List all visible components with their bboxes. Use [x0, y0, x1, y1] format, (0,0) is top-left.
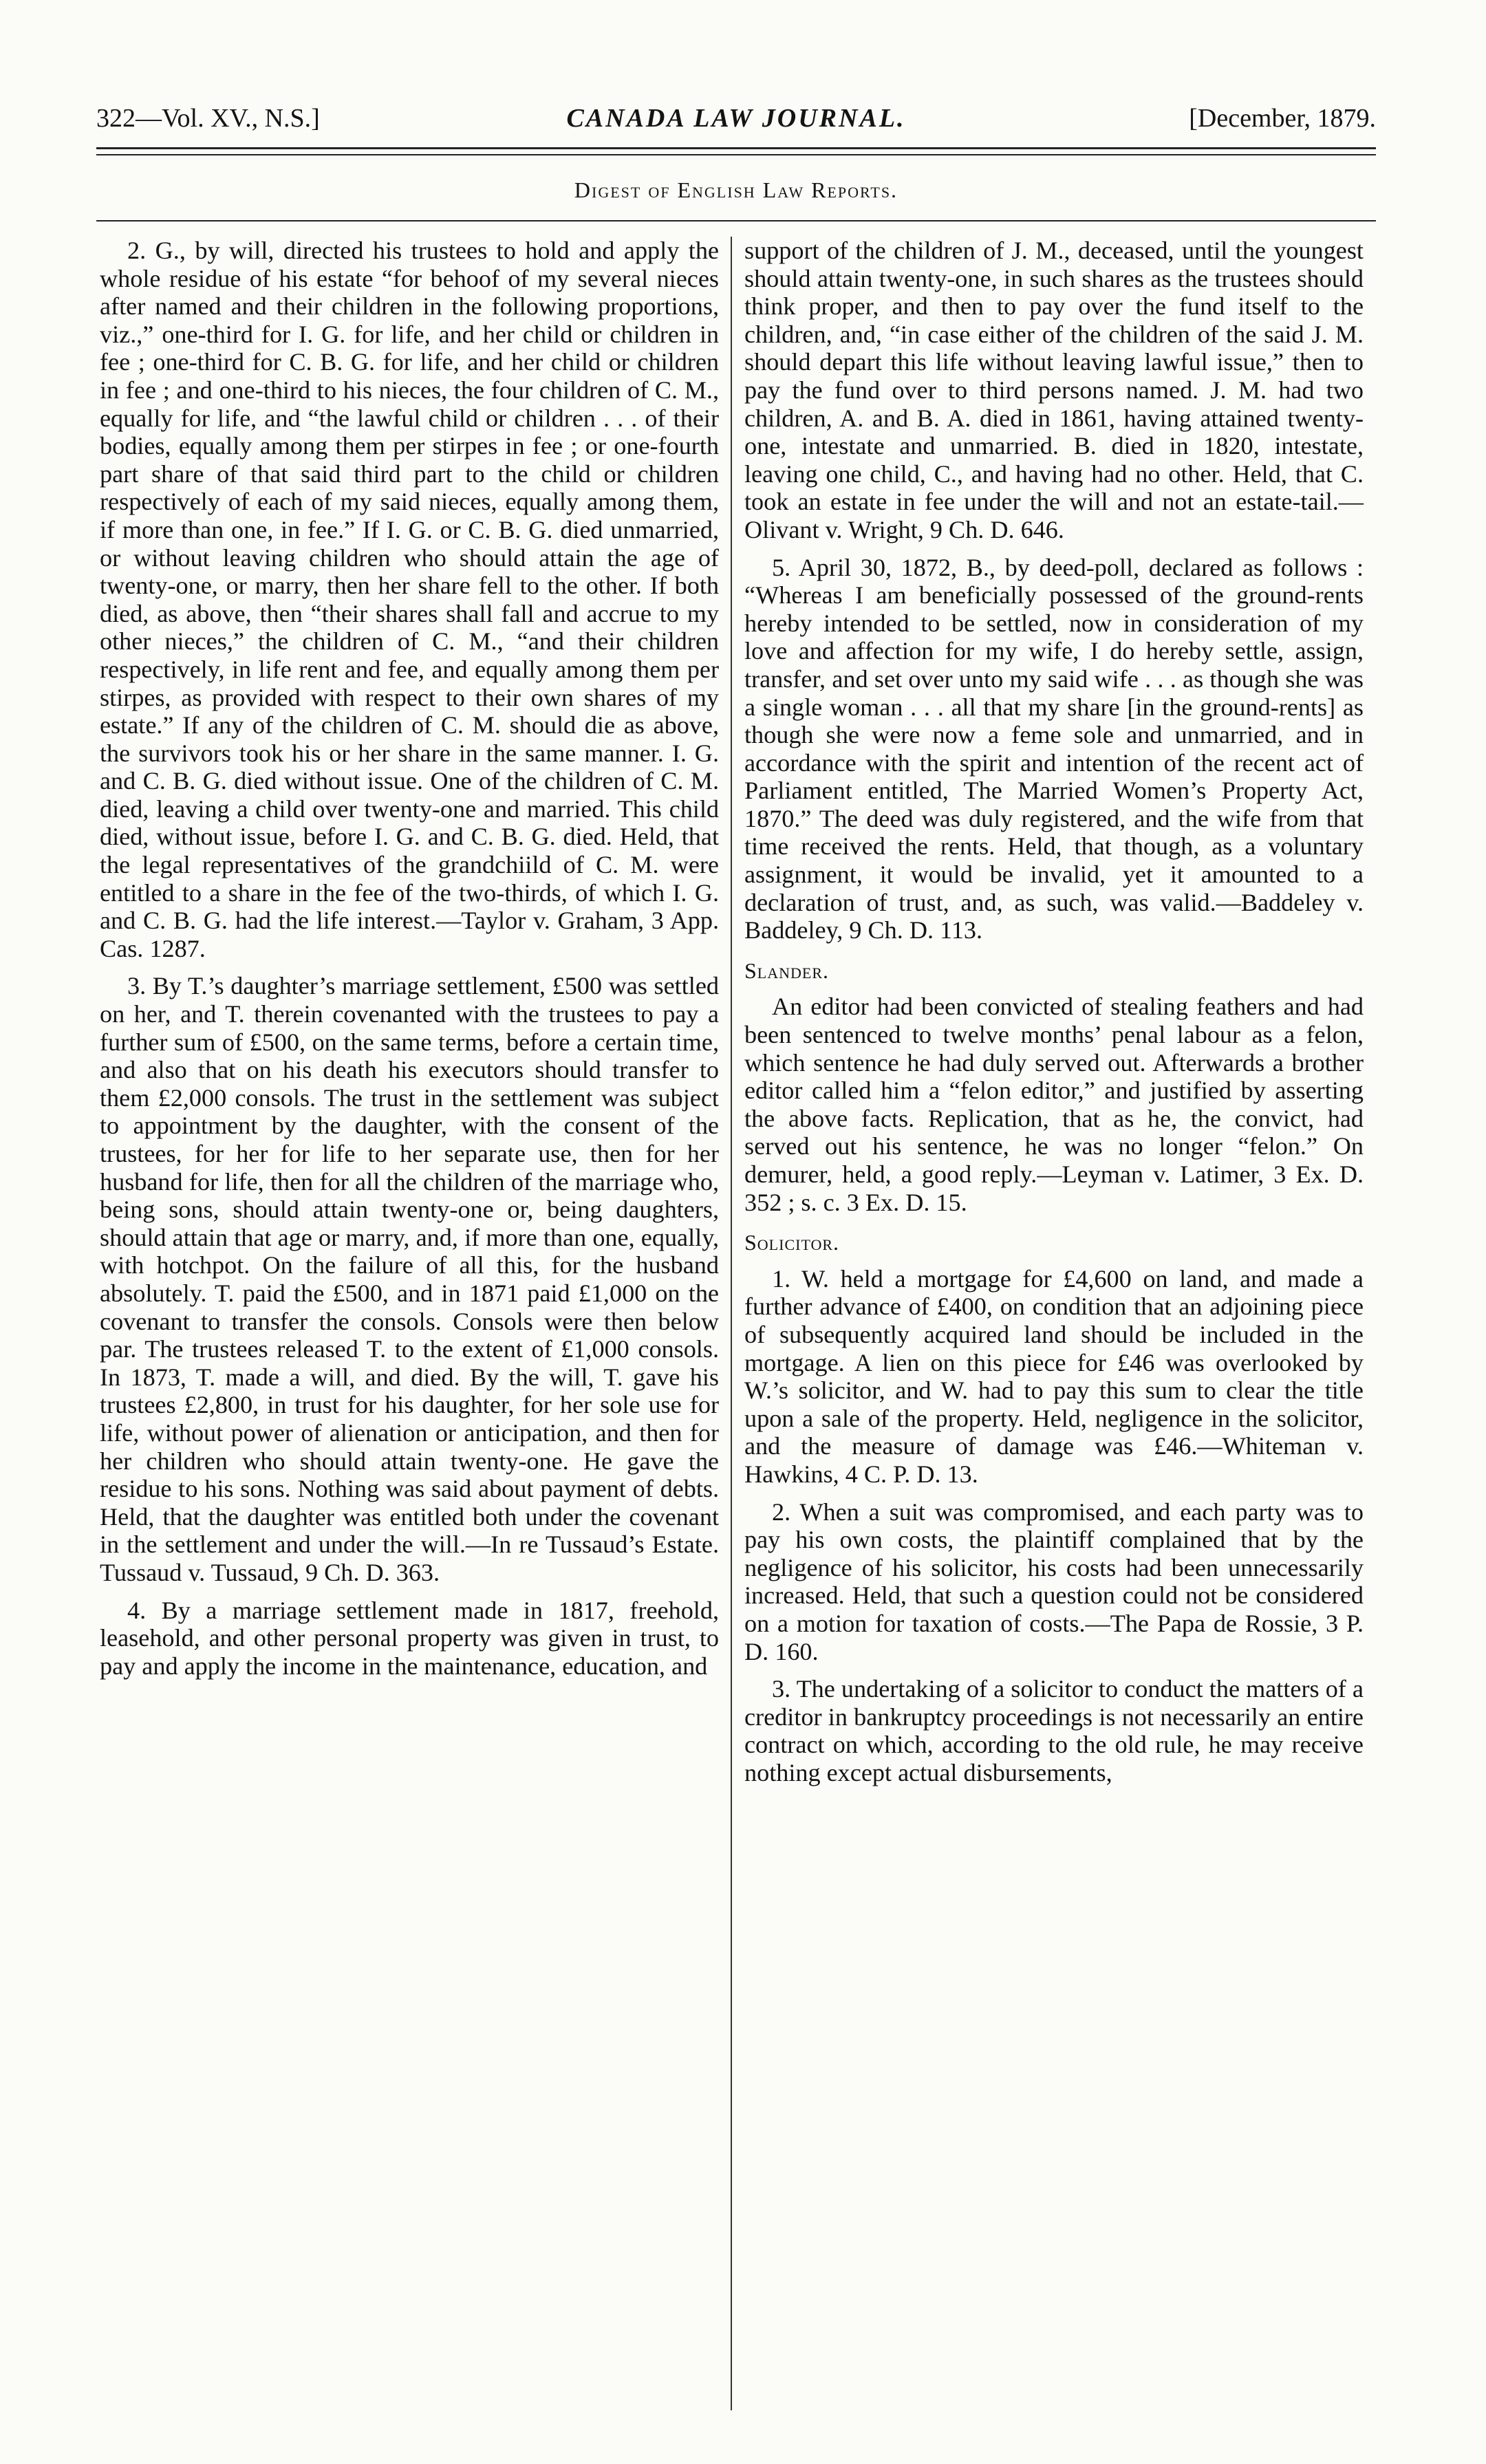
header-date: [December, 1879.: [1189, 104, 1376, 133]
digest-paragraph: 3. The undertaking of a solicitor to conduct the matters of a creditor in bankruptcy proceedings is not necessarily an entire contract on which, according to the old rule, he may receive nothing except actual disbursements,: [744, 1675, 1364, 1786]
right-column: [744, 237, 1364, 1796]
section-rule: [96, 220, 1376, 221]
digest-paragraph: support of the children of J. M., deceased, until the youngest should attain twenty-one, in such shares as the trustees should think proper, and then to pay over the fund itself to the children, and, “in case either of the children of the said J. M. should depart this life without leaving lawful issue,” then to pay the fund over to third persons named. J. M. had two children, A. and B. A. died in 1861, having attained twenty-one, intestate and unmarried. B. died in 1820, intestate, leaving one child, C., and having had no other. Held, that C. took an estate in fee under the will and not an estate-tail.—Olivant v. Wright, 9 Ch. D. 646.: [744, 237, 1364, 543]
header-volume: 322—Vol. XV., N.S.]: [96, 104, 320, 133]
column-divider: [731, 237, 732, 2410]
digest-paragraph: An editor had been convicted of stealing feathers and had been sentenced to twelve months’ penal labour as a felon, which sentence he had duly served out. Afterwards a brother editor called him a “felon editor,” and justified by asserting the above facts. Replication, that as he, the convict, had served out his sentence, he was no longer “felon.” On demurer, held, a good reply.—Leyman v. Latimer, 3 Ex. D. 352 ; s. c. 3 Ex. D. 15.: [744, 993, 1364, 1216]
running-header: [96, 96, 1376, 138]
section-title: Digest of English Law Reports.: [574, 177, 898, 202]
digest-paragraph: 4. By a marriage settlement made in 1817, freehold, leasehold, and other personal property was given in trust, to pay and apply the income in the maintenance, education, and: [100, 1596, 719, 1680]
digest-paragraph: 3. By T.’s daughter’s marriage settlement, £500 was settled on her, and T. therein covenanted with the trustees to pay a further sum of £500, on the same terms, before a certain time, and also that on his death his executors should transfer to them £2,000 consols. The trust in the settlement was subject to appointment by the daughter, with the consent of the trustees, for her for life to her separate use, then for her husband for life, then for all the children of the marriage who, being sons, should attain twenty-one or, being daughters, should attain that age or marry, and, if more than one, equally, with hotchpot. On the failure of all this, for the husband absolutely. T. paid the £500, and in 1871 paid £1,000 on the covenant to transfer the consols. Consols were then below par. The trustees released T. to the extent of £1,000 consols. In 1873, T. made a will, and died. By the will, T. gave his trustees £2,800, in trust for his daughter, for her sole use for life, without power of alienation or anticipation, and then for her children who should attain twenty-one. He gave the residue to his sons. Nothing was said about payment of debts. Held, that the daughter was entitled both under the covenant in the settlement and under the will.—In re Tussaud’s Estate. Tussaud v. Tussaud, 9 Ch. D. 363.: [100, 972, 719, 1586]
digest-paragraph: 5. April 30, 1872, B., by deed-poll, declared as follows : “Whereas I am beneficially possessed of the ground-rents hereby intended to be settled, now in consideration of my love and affection for my wife, I do hereby settle, assign, transfer, and set over unto my said wife . . . as though she was a single woman . . . all that my share [in the ground-rents] as though she were now a feme sole and unmarried, and in accordance with the spirit and intention of the recent act of Parliament entitled, The Married Women’s Property Act, 1870.” The deed was duly registered, and the wife from that time received the rents. Held, that though, as a voluntary assignment, it would be invalid, yet it amounted to a declaration of trust, and, as such, was valid.—Baddeley v. Baddeley, 9 Ch. D. 113.: [744, 553, 1364, 944]
digest-paragraph: 2. When a suit was compromised, and each party was to pay his own costs, the plaintiff complained that by the negligence of his solicitor, his costs had been unnecessarily increased. Held, that such a question could not be considered on a motion for taxation of costs.—The Papa de Rossie, 3 P. D. 160.: [744, 1498, 1364, 1665]
digest-paragraph: 2. G., by will, directed his trustees to hold and apply the whole residue of his estate “for behoof of my several nieces after named and their children in the following proportions, viz.,” one-third for I. G. for life, and her child or children in fee ; one-third for C. B. G. for life, and her child or children in fee ; and one-third to his nieces, the four children of C. M., equally for life, and “the lawful child or children . . . of their bodies, equally among them per stirpes in fee ; or one-fourth part share of that said third part to the child or children respectively of each of my said nieces, equally among them, if more than one, in fee.” If I. G. or C. B. G. died unmarried, or without leaving children who should attain the age of twenty-one, or marry, then her share fell to the other. If both died, as above, then “their shares shall fall and accrue to my other nieces,” the children of C. M., “and their children respectively, in life rent and fee, and equally among them per stirpes, as provided with respect to their own shares of my estate.” If any of the children of C. M. should die as above, the survivors took his or her share in the same manner. I. G. and C. B. G. died without issue. One of the children of C. M. died, leaving a child over twenty-one and married. This child died, without issue, before I. G. and C. B. G. died. Held, that the legal representatives of the grandchiild of C. M. were entitled to a share in the fee of the two-thirds, of which I. G. and C. B. G. had the life interest.—Taylor v. Graham, 3 App. Cas. 1287.: [100, 237, 719, 962]
digest-paragraph: 1. W. held a mortgage for £4,600 on land, and made a further advance of £400, on condition that an adjoining piece of subsequently acquired land should be included in the mortgage. A lien on this piece for £46 was overlooked by W.’s solicitor, and W. had to pay this sum to clear the title upon a sale of the property. Held, negligence in the solicitor, and the measure of damage was £46.—Whiteman v. Hawkins, 4 C. P. D. 13.: [744, 1264, 1364, 1488]
header-rule-thin: [96, 154, 1376, 155]
header-rule-thick: [96, 147, 1376, 149]
header-journal-title: CANADA LAW JOURNAL.: [566, 104, 906, 133]
subject-heading: Slander.: [744, 958, 830, 983]
subject-heading: Solicitor.: [744, 1230, 840, 1255]
left-column: [100, 237, 719, 1689]
